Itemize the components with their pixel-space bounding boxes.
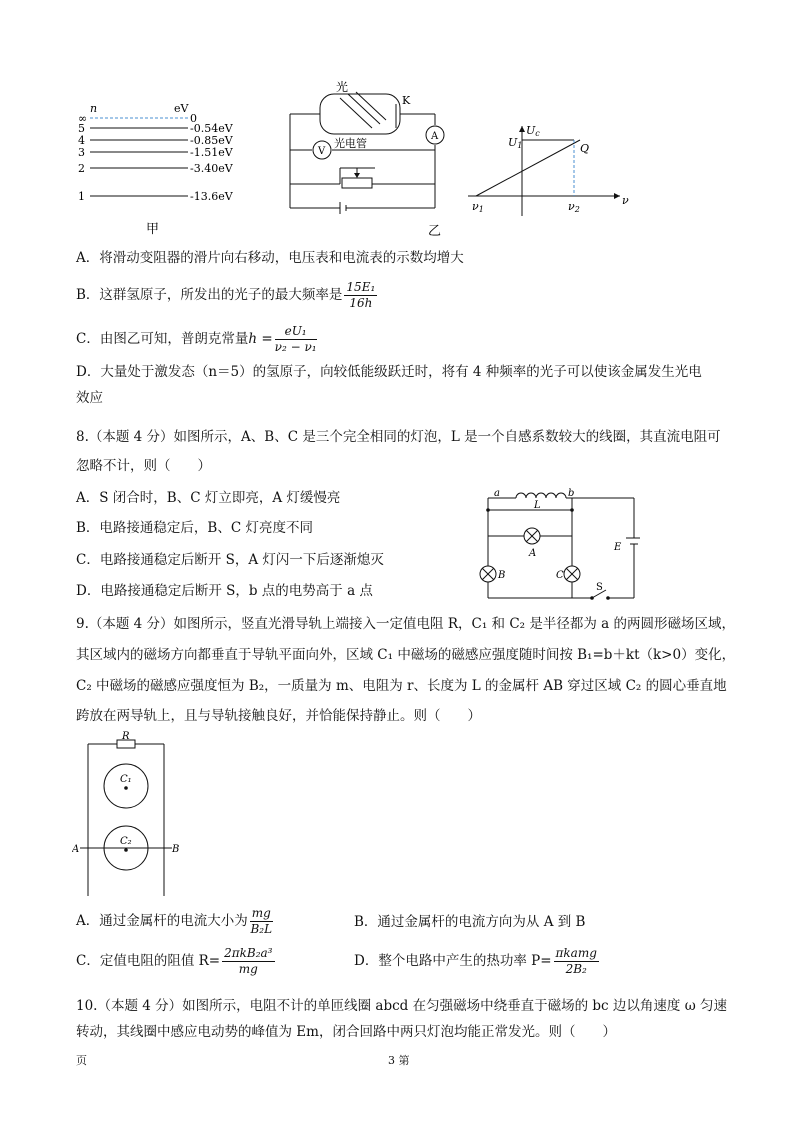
level-e-1: -13.6eV xyxy=(190,190,233,203)
svg-text:A: A xyxy=(72,844,80,855)
photoelectric-circuit xyxy=(280,80,460,242)
svg-text:Uc: Uc xyxy=(526,124,540,138)
tube-label: 光电管 xyxy=(334,137,367,150)
svg-text:a: a xyxy=(494,488,500,499)
level-n-5: 5 xyxy=(78,122,85,135)
q9-stem-line2: 其区域内的磁场方向都垂直于导轨平面向外，区域 C₁ 中磁场的磁感应强度随时间按 B₁=b＋kt（k>0）变化， xyxy=(76,647,736,663)
q8-option-b: B．电路接通稳定后，B、C 灯亮度不同 xyxy=(76,520,313,536)
level-e-3: -1.51eV xyxy=(190,146,233,159)
q10-stem-line2: 转动，其线圈中感应电动势的峰值为 Em，闭合回路中两只灯泡均能正常发光。则（ ） xyxy=(76,1024,616,1040)
energy-level-diagram xyxy=(70,100,280,240)
ammeter-label: A xyxy=(431,131,439,142)
q7-option-b: B．这群氢原子，所发出的光子的最大频率是 $\frac{\text{15E₁}}{16h}$ xyxy=(76,280,376,310)
svg-text:E: E xyxy=(614,542,622,553)
svg-text:B: B xyxy=(172,844,180,855)
q7-option-c: C．由图乙可知，普朗克常量h = $\frac{\text{eU₁}}{\text{ν₂ − ν₁}}$ xyxy=(76,324,317,354)
q7-option-d-line2: 效应 xyxy=(76,390,103,406)
q7-option-d-line1: D．大量处于激发态（n＝5）的氢原子，向较低能级跃迁时，将有 4 种频率的光子可以使该金属发生光电 xyxy=(76,364,702,380)
level-n-2: 2 xyxy=(78,162,85,175)
svg-text:R: R xyxy=(122,731,130,742)
svg-text:L: L xyxy=(534,500,541,511)
q9-option-c: C．定值电阻的阻值 R= $\frac{\text{2πkB₂a³}}{mg}$ xyxy=(76,946,273,976)
q8-option-a: A．S 闭合时，B、C 灯立即亮，A 灯缓慢亮 xyxy=(76,490,341,506)
q7-option-a: A．将滑动变阻器的滑片向右移动，电压表和电流表的示数均增大 xyxy=(76,250,464,266)
q9-option-b: B．通过金属杆的电流方向为从 A 到 B xyxy=(354,914,586,930)
ev-label: eV xyxy=(174,102,189,115)
cathode-label: K xyxy=(402,94,411,107)
svg-text:U1: U1 xyxy=(508,136,523,150)
q8-option-d: D．电路接通稳定后断开 S，b 点的电势高于 a 点 xyxy=(76,583,373,599)
q9-stem-line3: C₂ 中磁场的磁感应强度恒为 B₂，一质量为 m、电阻为 r、长度为 L 的金属杆 AB 穿过区域 C₂ 的圆心垂直地 xyxy=(76,678,727,694)
fig-jia-caption: 甲 xyxy=(146,222,160,237)
svg-text:ν: ν xyxy=(622,194,629,207)
q9-option-a: A．通过金属杆的电流大小为 $\frac{mg}{\text{B₂L}}$ xyxy=(76,906,273,936)
fig-yi-caption: 乙 xyxy=(428,224,442,239)
svg-text:b: b xyxy=(568,488,575,499)
q8-stem-line1: 8.（本题 4 分）如图所示，A、B、C 是三个完全相同的灯泡，L 是一个自感系数较大的线圈，其直流电阻可 xyxy=(76,429,721,445)
footer-left: 页 xyxy=(76,1054,87,1067)
svg-text:B: B xyxy=(498,570,506,581)
inductor-lamp-circuit xyxy=(476,486,640,606)
level-e-4: -0.85eV xyxy=(190,134,233,147)
q9-option-d: D．整个电路中产生的热功率 P= $\frac{\text{πkamg}}{\text{2B₂}}$ xyxy=(354,946,597,976)
level-n-4: 4 xyxy=(78,134,85,147)
light-label: 光 xyxy=(336,80,349,94)
rail-magnetic-field-diagram xyxy=(72,730,192,898)
level-n-3: 3 xyxy=(78,146,85,159)
q8-option-c: C．电路接通稳定后断开 S，A 灯闪一下后逐渐熄灭 xyxy=(76,552,384,568)
svg-text:ν2: ν2 xyxy=(568,200,580,214)
level-e-inf: 0 xyxy=(190,112,197,125)
q10-stem-line1: 10.（本题 4 分）如图所示，电阻不计的单匝线圈 abcd 在匀强磁场中绕垂直于磁场的 bc 边以角速度 ω 匀速 xyxy=(76,998,727,1014)
n-label: n xyxy=(90,102,98,115)
svg-text:C: C xyxy=(556,570,564,581)
point-q: Q xyxy=(580,142,590,155)
level-e-5: -0.54eV xyxy=(190,122,233,135)
svg-text:ν1: ν1 xyxy=(472,200,484,214)
level-e-2: -3.40eV xyxy=(190,162,233,175)
svg-text:S: S xyxy=(596,582,603,593)
uc-frequency-graph xyxy=(468,120,638,220)
q8-stem-line2: 忽略不计，则（ ） xyxy=(76,458,211,474)
level-n-1: 1 xyxy=(78,190,85,203)
q9-stem-line4: 跨放在两导轨上，且与导轨接触良好，并恰能保持静止。则（ ） xyxy=(76,708,481,724)
svg-text:C₁: C₁ xyxy=(120,774,132,785)
page-number: 3 第 xyxy=(388,1054,410,1067)
level-n-inf: ∞ xyxy=(78,112,88,125)
svg-text:A: A xyxy=(529,548,537,559)
q9-stem-line1: 9.（本题 4 分）如图所示，竖直光滑导轨上端接入一定值电阻 R，C₁ 和 C₂ 是半径都为 a 的两圆形磁场区域， xyxy=(76,616,735,632)
svg-text:C₂: C₂ xyxy=(120,836,132,847)
voltmeter-label: V xyxy=(318,146,326,157)
